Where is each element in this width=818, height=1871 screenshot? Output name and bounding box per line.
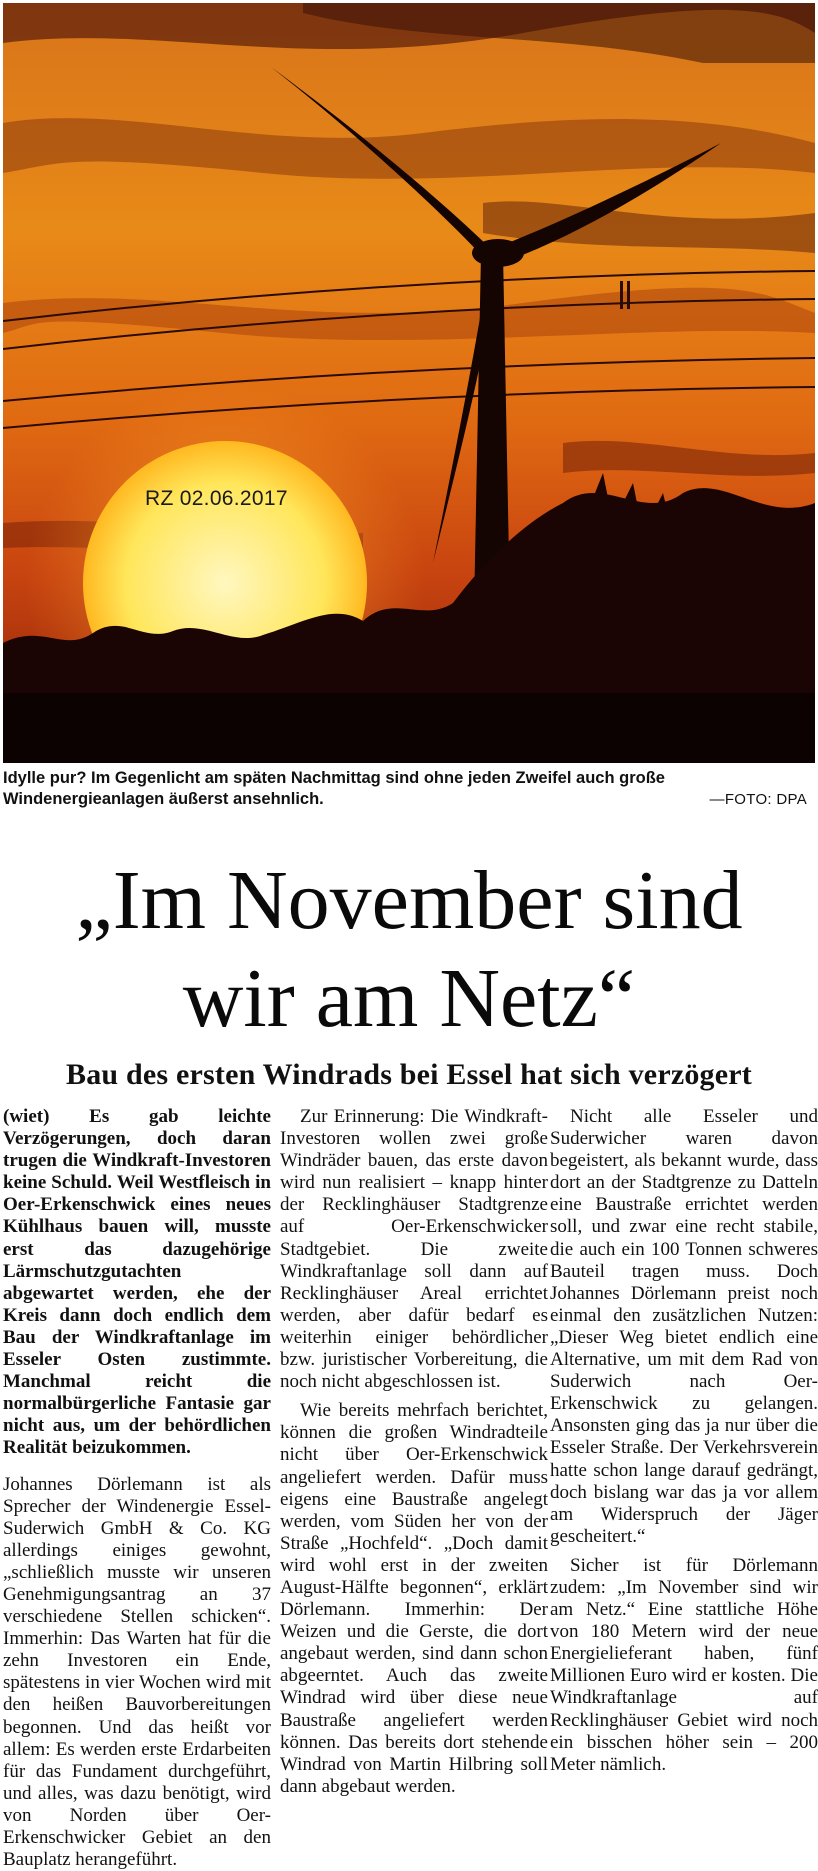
headline-line-1: „Im November sind — [75, 854, 742, 947]
body-paragraph-4: Nicht alle Esseler und Suderwicher waren davon begeistert, als bekannt wurde, dass dort an der Stadtgrenze zu Datteln eine Baustraße errichtet werden soll, und zwar eine recht stabile, die auch ein 100 Tonnen schweres Bauteil tragen muss. Doch Johannes Dörlemann preist noch einmal den zusätzlichen Nutzen: „Dieser Weg bietet endlich eine Alternative, um mit dem Rad von Suderwich nach Oer-Erkenschwick zu gelangen. Ansonsten ging das ja nur über die Esseler Straße. Der Verkehrsverein hatte schon lange darauf gedrängt, doch bislang war das ja vor allem am Widerspruch der Jäger gescheitert.“ — [550, 1106, 818, 1548]
wind-turbine-sunset-image — [3, 3, 815, 763]
caption-text: Idylle pur? Im Gegenlicht am späten Nachmittag sind ohne jeden Zweifel auch große Windenergieanlagen äußerst ansehnlich. — [3, 769, 665, 808]
body-paragraph-2: Zur Erinnerung: Die Windkraft-Investoren wollen zwei große Windräder bauen, das erste davon wird nun realisiert – knapp hinter der Recklinghäuser Stadtgrenze auf Oer-Erkenschwicker Stadtgebiet. Die zweite Windkraftanlage soll dann auf Recklinghäuser Areal errichtet werden, aber dafür bedarf es weiterhin einiger behördlicher bzw. juristischer Vorbereitung, die noch nicht abgeschlossen ist. — [280, 1106, 548, 1393]
body-paragraph-5: Sicher ist für Dörlemann zudem: „Im November sind wir am Netz.“ Eine stattliche Höhe von 180 Metern wird der neue Energielieferant haben, fünf Millionen Euro wird er kosten. Die Windkraftanlage auf Recklinghäuser Gebiet wird noch ein bisschen höher sein – 200 Meter nämlich. — [550, 1555, 818, 1776]
article-photo — [3, 3, 815, 763]
photo-credit: —FOTO: DPA — [710, 789, 807, 810]
headline-line-2: wir am Netz“ — [183, 952, 635, 1045]
lead-paragraph: (wiet) Es gab leichte Verzögerungen, doch daran trugen die Windkraft-Investoren keine Schuld. Weil Westfleisch in Oer-Erkenschwick eines neues Kühlhaus bauen will, musste erst das dazugehörige Lärmschutzgutachten abgewartet werden, ehe der Kreis dann doch endlich dem Bau der Windkraftanlage im Esseler Osten zustimmte. Manchmal reicht die normalbürgerliche Fantasie gar nicht aus, um der behördlichen Realität beizukommen. — [3, 1106, 271, 1460]
photo-caption — [3, 768, 811, 810]
article-column-1 — [3, 1106, 271, 1871]
body-paragraph-1: Johannes Dörlemann ist als Sprecher der Windenergie Essel-Suderwich GmbH & Co. KG allerdings einiges gewohnt, „schließlich musste wir unseren Genehmigungsantrag an 37 verschiedene Stellen schicken“. Immerhin: Das Warten hat für die zehn Investoren ein Ende, spätestens in vier Wochen wird mit den heißen Bauvorbereitungen begonnen. Und das heißt vor allem: Es werden erste Erdarbeiten für das Fundament durchgeführt, und alles, was dazu benötigt, wird von Norden über Oer-Erkenschwicker Gebiet an den Bauplatz herangeführt. — [3, 1474, 271, 1871]
headline — [0, 852, 818, 1048]
date-stamp: RZ 02.06.2017 — [145, 487, 288, 511]
article-column-3 — [550, 1106, 818, 1776]
article-column-2 — [280, 1106, 548, 1798]
subheadline: Bau des ersten Windrads bei Essel hat sich verzögert — [0, 1058, 818, 1092]
body-paragraph-3: Wie bereits mehrfach berichtet, können die großen Windradteile nicht über Oer-Erkenschwick angeliefert werden. Dafür muss eigens eine Baustraße angelegt werden, vom Süden her von der Straße „Hochfeld“. „Doch damit wird wohl erst in der zweiten August-Hälfte begonnen“, erklärt Dörlemann. Immerhin: Der Weizen und die Gerste, die dort angebaut werden, sind dann schon abgeerntet. Auch das zweite Windrad wird über diese neue Baustraße angeliefert werden können. Das bereits dort stehende Windrad von Martin Hilbring soll dann abgebaut werden. — [280, 1400, 548, 1798]
